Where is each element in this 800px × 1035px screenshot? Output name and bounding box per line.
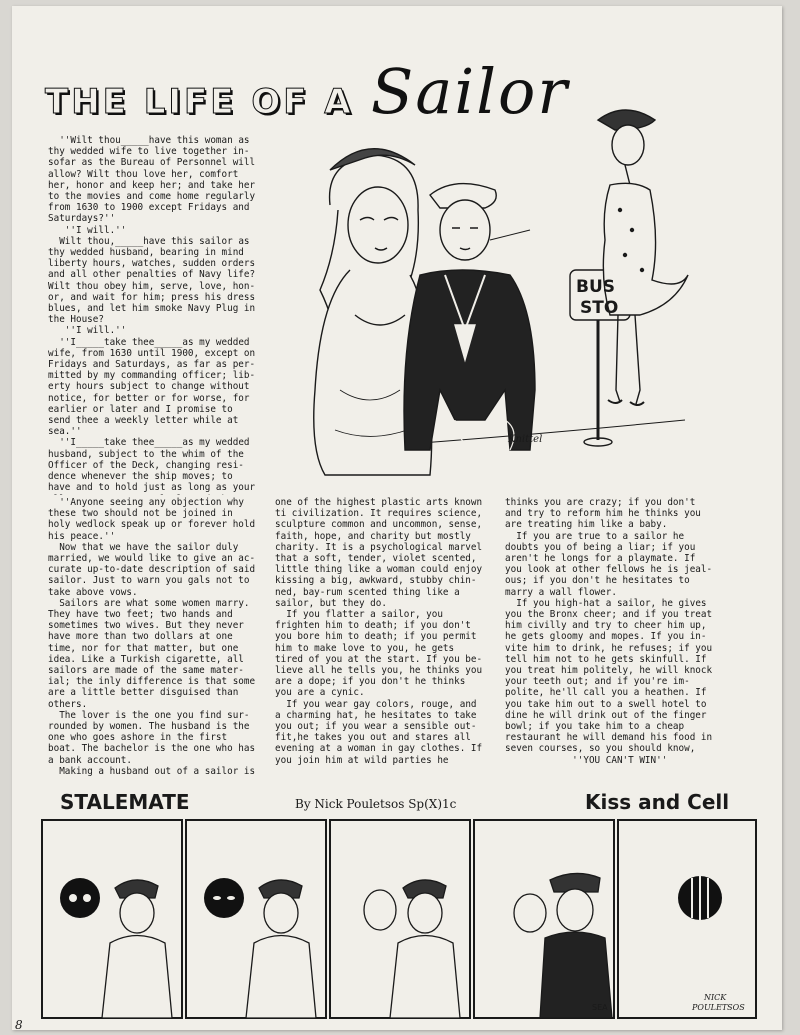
comic-byline: By Nick Pouletsos Sp(X)1c	[295, 797, 457, 811]
panel-tag: SEA	[592, 1003, 608, 1012]
article-text-right: thinks you are crazy; if you don't and try to reform him he thinks you are treating him like a baby. If you are true to a sailor he doubts you of being a liar; if you aren't he longs for a playmate. If you look at other fellows he is jeal- ous; if you don't he hesitates to marry a wall flower. If you high-hat a sailor, he gives you the Bronx cheer; and if you treat him civilly and try to cheer him up, he gets gloomy and mopes. If you in- vite him to drink, he refuses; if you tell him not to he gets skinfull. If you treat him politely, he will knock your teeth out; and if you're im- polite, he'll call you a heathen. If you take him out to a swell hotel to dine he will drink out of the finger bowl; if you take him to a cheap restaurant he will demand his food in seven courses, so you should know, ''YOU CAN'T WIN''	[505, 497, 713, 766]
comic-signature-line1: NICK	[704, 993, 727, 1002]
porthole-eyes-panel-1	[60, 878, 100, 918]
bus-sign-line1: BUS	[576, 277, 616, 297]
officer-figure	[514, 873, 612, 1018]
comic-panel-5	[618, 820, 756, 1018]
artist-signature: Knittel	[508, 434, 543, 445]
comic-title-left: STALEMATE	[60, 790, 190, 814]
girl-figures	[102, 880, 460, 1018]
title-script: Sailor	[370, 55, 569, 128]
article-text-left-top: ''Wilt thou_____have this woman as thy wedded wife to live together in- sofar as the Bureau of Personnel will allow? Wilt thou love her, comfort her, honor and keep her; and take her to the movies and come home regularly from 1630 to 1900 except Fridays and Saturdays?'' ''I will.'' Wilt thou,_____have this sailor as thy wedded husband, bearing in mind liberty hours, watches, sudden orders and all other penalties of Navy life? Wilt thou obey him, serve, love, hon- or, and wait for him; press his dress blues, and let him smoke Navy Plug in the House? ''I will.'' ''I_____take thee_____as my wedded wife, from 1630 until 1900, except on Fridays and Saturdays, as far as per- mitted by my commanding officer; lib- erty hours subject to change without notice, for better or for worse, for earlier or later and I promise to send thee a weekly letter while at sea.'' ''I_____take thee_____as my wedded husband, subject to the whim of the Officer of the Deck, changing resi- dence whenever the ship moves; to have and to hold just as long as your	[48, 135, 256, 494]
article-text-left-bottom: ''Anyone seeing any objection why these two should not be joined in holy wedlock speak up or forever hold his peace.'' Now that we have the sailor duly married, we would like to give an ac- curate up-to-date description of said sailor. Just to warn you gals not to take above vows. Sailors are what some women marry. They have two feet; two hands and sometimes two wives. But they never have more than two dollars at one time, nor for that matter, but one idea. Like a Turkish cigarette, all sailors are made of the same mater- ial; the inly difference is that some are a little better disguised than others. The lover is the one you find sur- rounded by women. The husband is the one who goes ashore in the first boat. The bachelor is the one who has a bank account. Making a husband out of a sailor is	[48, 497, 256, 777]
title-prefix: THE LIFE OF A	[45, 82, 354, 122]
page-number: 8	[15, 1018, 23, 1032]
comic-title-right: Kiss and Cell	[585, 790, 730, 814]
bus-sign-line2: STO	[580, 298, 619, 318]
article-text-middle: one of the highest plastic arts known ti civilization. It requires science, sculpture common and uncommon, sense, faith, hope, and charity but mostly charity. It is a psychological marvel that a soft, tender, violet scented, little thing like a woman could enjoy kissing a big, awkward, stubby chin- ned, bay-rum scented thing like a sailor, but they do. If you flatter a sailor, you frighten him to death; if you don't you bore him to death; if you permit him to make love to you, he gets tired of you at the start. If you be- lieve all he tells you, he thinks you are a dope; if you don't he thinks you are a cynic. If you wear gay colors, rouge, and a charming hat, he hesitates to take you out; if you wear a sensible out- fit,he takes you out and stares all evening at a woman in gay clothes. If you join him at wild parties he	[275, 497, 483, 766]
sailor-illustration	[280, 90, 690, 490]
porthole-eyes-panel-2	[204, 878, 244, 918]
comic-signature-line2: POULETSOS	[692, 1003, 745, 1012]
windblown-woman-figure	[598, 110, 688, 405]
sailor-figure	[404, 184, 535, 450]
comic-strip	[40, 818, 758, 1020]
porthole-bars-panel-5	[678, 876, 722, 920]
